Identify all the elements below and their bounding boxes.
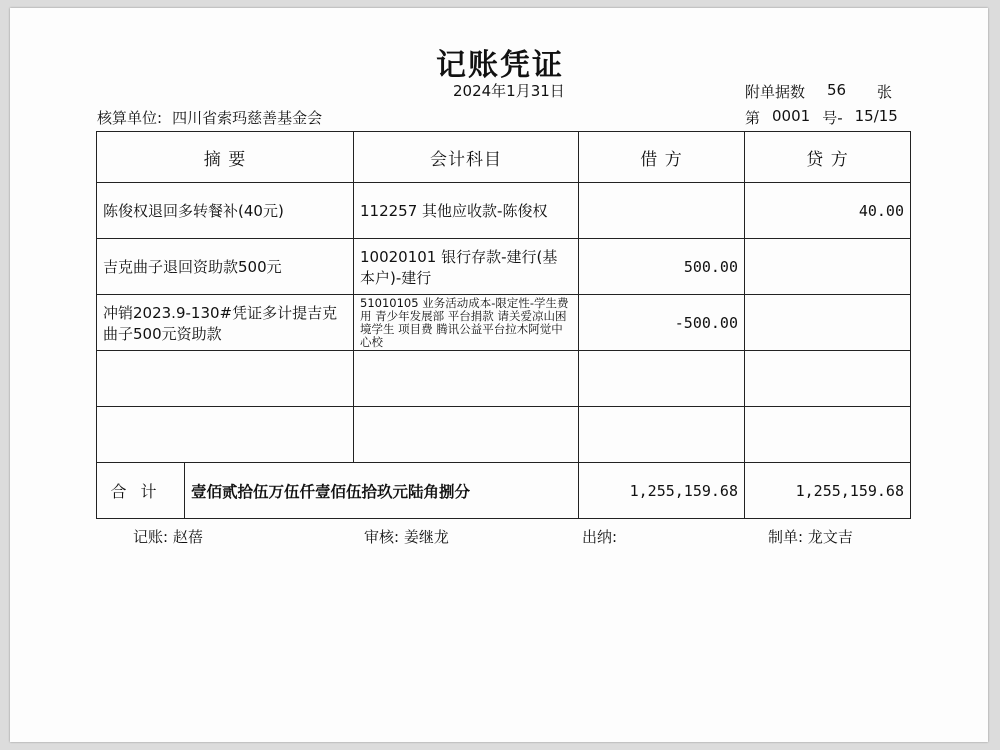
credit-cell <box>745 351 911 407</box>
credit-cell: 40.00 <box>745 183 911 239</box>
voucher-number <box>745 107 898 128</box>
debit-header: 借 方 <box>579 132 745 183</box>
summary-cell <box>97 351 354 407</box>
summary-cell <box>97 407 354 463</box>
voucher-date: 2024年1月31日 <box>453 82 565 100</box>
debit-cell: -500.00 <box>579 295 745 351</box>
preparer-name: 龙文吉 <box>807 528 853 546</box>
number-value: 0001 <box>772 107 811 125</box>
account-cell: 112257 其他应收款-陈俊权 <box>354 183 579 239</box>
total-in-words: 壹佰贰拾伍万伍仟壹佰伍拾玖元陆角捌分 <box>185 463 579 519</box>
total-label: 合计 <box>97 463 185 519</box>
total-credit: 1,255,159.68 <box>745 463 911 519</box>
debit-cell <box>579 183 745 239</box>
cashier-label: 出纳: <box>582 528 618 546</box>
total-row <box>97 463 911 519</box>
voucher-title: 记账凭证 <box>436 48 564 83</box>
cashier-signature <box>582 526 617 547</box>
unit-name: 四川省索玛慈善基金会 <box>172 109 323 127</box>
debit-cell <box>579 351 745 407</box>
account-cell <box>354 407 579 463</box>
credit-cell <box>745 407 911 463</box>
preparer-signature <box>768 526 853 547</box>
reviewer-name: 姜继龙 <box>403 528 449 546</box>
credit-header: 贷 方 <box>745 132 911 183</box>
bookkeeper-signature <box>133 526 203 547</box>
account-cell: 51010105 业务活动成本-限定性-学生费用 青少年发展部 平台捐款 请关爱凉山困境学生 项目费 腾讯公益平台拉木阿觉中心校 <box>354 295 579 351</box>
reviewer-label: 审核: <box>364 528 400 546</box>
table-row <box>97 407 911 463</box>
account-cell <box>354 351 579 407</box>
table-row <box>97 183 911 239</box>
total-debit: 1,255,159.68 <box>579 463 745 519</box>
accounting-unit <box>97 107 322 128</box>
credit-cell <box>745 239 911 295</box>
attachments-unit: 张 <box>877 83 893 101</box>
attachments-label: 附单据数 <box>745 83 806 101</box>
attachments-count: 56 <box>827 81 847 99</box>
page-value: 15/15 <box>854 107 898 125</box>
voucher-table <box>96 131 911 519</box>
table-row <box>97 351 911 407</box>
summary-cell: 陈俊权退回多转餐补(40元) <box>97 183 354 239</box>
summary-cell: 吉克曲子退回资助款500元 <box>97 239 354 295</box>
debit-cell <box>579 407 745 463</box>
bookkeeper-label: 记账: <box>133 528 169 546</box>
reviewer-signature <box>364 526 449 547</box>
attachments-info <box>745 81 892 102</box>
summary-header: 摘 要 <box>97 132 354 183</box>
summary-cell: 冲销2023.9-130#凭证多计提吉克曲子500元资助款 <box>97 295 354 351</box>
number-prefix: 第 <box>745 109 761 127</box>
number-suffix: 号- <box>822 109 843 127</box>
table-row <box>97 295 911 351</box>
unit-label: 核算单位: <box>97 109 163 127</box>
bookkeeper-name: 赵蓓 <box>172 528 203 546</box>
credit-cell <box>745 295 911 351</box>
header-row <box>97 132 911 183</box>
debit-cell: 500.00 <box>579 239 745 295</box>
account-header: 会计科目 <box>354 132 579 183</box>
account-cell: 10020101 银行存款-建行(基本户)-建行 <box>354 239 579 295</box>
preparer-label: 制单: <box>768 528 804 546</box>
table-row <box>97 239 911 295</box>
